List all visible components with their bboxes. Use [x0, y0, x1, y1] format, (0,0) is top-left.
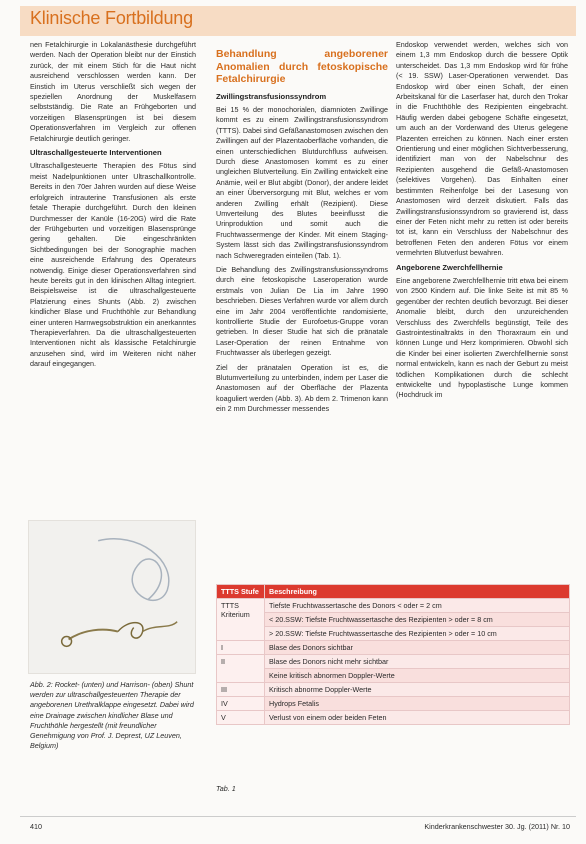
table-cell-desc: Verlust von einem oder beiden Feten — [265, 711, 570, 725]
figure-caption: Abb. 2: Rocket- (unten) und Harrison- (oben) Shunt werden zur ultraschallgesteuerten Therapie der angeborenen Urethralklappe eingesetzt. Dabei wird eine Drainage zwischen kindlicher Blase und Fruchthöhle hergestellt (mit freundlicher Genehmigung von Prof. J. Deprest, UZ Leuven, Belgium) — [30, 680, 194, 751]
journal-reference: Kinderkrankenschwester 30. Jg. (2011) Nr. 10 — [424, 822, 570, 831]
paragraph: Bei 15 % der monochorialen, diamnioten Zwillinge kommt es zu einem Zwillingstransfusionssyndrom (TTTS). Dabei sind Gefäßanastomosen zwischen den Zwillingen auf der Plazentaoberfläche vorhanden, die einen unterschiedlichen Blutdurchfluss aufweisen. Durch diese Anastomosen kommt es zu einer ungleichen Blutverteilung. Ein Zwilling entwickelt eine Anämie, weil er Blut abgibt (Donor), der andere leidet an einer Überversorgung mit Blut, welches er vom anderen Zwilling erhält (Rezipient). Diese Umverteilung des Blutes beeinflusst die Urinproduktion und somit auch die Fruchtwassermenge der Kinder. Mit einem Staging-System lässt sich das Zwillingstransfusionssyndrom nach Schweregraden einteilen (Tab. 1). — [216, 104, 388, 260]
paragraph: Endoskop verwendet werden, welches sich von einem 1,3 mm Endoskop durch die bessere Optik unterscheidet. Das 1,3 mm Endoskop wird für frühe (< 19. SSW) Laser-Operationen verwendet. Das Endoskop wird über einen Schaft, der einen Arbeitskanal für die Laserfaser hat, durch den Trokar in die Fruchthöhle des Rezipienten eingebracht. Häufig werden dabei gebogene Schäfte eingesetzt, um auch an der Vorderwand des Uterus gelegene Plazenten erreichen zu können. Nach einer ersten Orientierung und einer möglichen Sichtverbesserung, identifiziert man von der Nabelschnur des Rezipienten ausgehend die Gefäß-Anastomosen (selektives Vorgehen). Das Einhalten einer bestimmten Reihenfolge bei der Lasesung von Anastomosen wird derzeit diskutiert. Falls das Zwillingstransfusionssyndrom so gravierend ist, dass einer der Feten nicht mehr zu retten ist oder bereits tot ist, kann ein Verschluss der Nabelschnur des betroffenen Feten den anderen Fötus vor einem vermehrten Blutverlust bewahren. — [396, 40, 568, 258]
table-header: Beschreibung — [265, 585, 570, 599]
table-row — [217, 697, 570, 711]
table-cell-desc: Hydrops Fetalis — [265, 697, 570, 711]
table-label: Tab. 1 — [216, 784, 236, 793]
column-2 — [216, 40, 388, 419]
table-cell-stage: TTTS Kriterium — [217, 599, 265, 641]
table-row — [217, 711, 570, 725]
table-row — [217, 627, 570, 641]
footer-divider — [20, 816, 576, 817]
table-row — [217, 613, 570, 627]
table-row — [217, 599, 570, 613]
table-cell-stage: II — [217, 655, 265, 683]
shunt-illustration — [29, 521, 195, 673]
ttts-stage-table — [216, 584, 570, 725]
page-title: Klinische Fortbildung — [30, 8, 193, 28]
table-row — [217, 683, 570, 697]
table-header: TTTS Stufe — [217, 585, 265, 599]
table-row — [217, 669, 570, 683]
table-cell-stage: I — [217, 641, 265, 655]
page-number: 410 — [30, 822, 42, 831]
paragraph: Die Behandlung des Zwillingstransfusionssyndroms durch eine fetoskopische Laseroperation wurde erstmals von Julian De Lia im Jahre 1990 beschrieben. Dieses Verfahren wurde vor allem durch eine im Jahr 2004 veröffentlichte randomisierte, kontrollierte Studie der Eurofoetus-Gruppe voran getrieben. In dieser Studie hat sich die pränatale Laser-Operation der reinen Entnahme von Fruchtwasser als überlegen gezeigt. — [216, 265, 388, 358]
shunt-photo — [28, 520, 196, 674]
table-cell-desc: Kritisch abnorme Doppler-Werte — [265, 683, 570, 697]
paragraph: Ultraschallgesteuerte Therapien des Fötus sind meist Nadelpunktionen unter Ultraschallkontrolle. Bereits in den 70er Jahren wurden auf diese Weise erfolgreich intrauterine Transfusionen als erste fetale Therapie durchgeführt. Durch den kleinen Durchmesser der Kanüle (16-20G) wird die Rate der Frühgeburten und vorzeitigen Blasensprünge gering gehalten. Die eingeschränkten Sichtbedingungen bei der Sonographie machen eine ausreichende Erfahrung des Operateurs notwendig. Einige dieser Operationsverfahren sind heute bereits gut in den klinischen Alltag integriert. Beispielsweise ist die ultraschallgesteuerte Platzierung eines Shunts (Abb. 2) zwischen kindlicher Blase und Fruchthöhle zur Behandlung einer unteren Harnwegsobstruktion ein anerkanntes Therapieverfahren. Da die ultraschallgesteuerten Interventionen nicht als klassische Fetalchirurgie anzusehen sind, wird im Weiteren nicht näher darauf eingegangen. — [30, 161, 196, 369]
table-cell-stage: III — [217, 683, 265, 697]
table-cell-desc: Blase des Donors nicht mehr sichtbar — [265, 655, 570, 669]
table-cell-desc: Tiefste Fruchtwassertasche des Donors < oder = 2 cm — [265, 599, 570, 613]
subheading: Ultraschallgesteuerte Interventionen — [30, 148, 162, 158]
column-3 — [396, 40, 568, 405]
section-title: Behandlung angeborener Anomalien durch fetoskopische Fetalchirurgie — [216, 48, 388, 85]
table-cell-desc: < 20.SSW: Tiefste Fruchtwassertasche des Rezipienten > oder = 8 cm — [265, 613, 570, 627]
paragraph: Ziel der pränatalen Operation ist es, die Blutumverteilung zu unterbinden, indem per Laser die Anastomosen auf der Oberfläche der Plazenta koaguliert werden (Abb. 3). Ab dem 2. Trimenon kann ein 2 mm Durchmesser messendes — [216, 362, 388, 414]
table-cell-desc: Keine kritisch abnormen Doppler-Werte — [265, 669, 570, 683]
column-1 — [30, 40, 196, 374]
subheading: Zwillingstransfusionssyndrom — [216, 91, 327, 101]
table-row — [217, 655, 570, 669]
paragraph: Eine angeborene Zwerchfellhernie tritt etwa bei einem von 2500 Kindern auf. Die linke Seite ist mit 85 % gegenüber der rechten deutlich bevorzugt. Bei dieser Anomalie bleibt, durch den unzureichenden Verschluss des Zwerchfells begünstigt, Teile des Gastrointestinaltrakts in den Thoraxraum ein und können Lunge und Herz komprimieren. Obwohl sich die Kinder bei einer isolierten Zwerchfellhernie sonst normal entwickeln, kann es nach der Geburt zu meist tödlichen Komplikationen durch die schlecht entwickelte und hypoplastische Lunge kommen (Hochdruck im — [396, 275, 568, 400]
table-cell-stage: IV — [217, 697, 265, 711]
subheading: Angeborene Zwerchfellhernie — [396, 262, 503, 272]
table-cell-desc: Blase des Donors sichtbar — [265, 641, 570, 655]
table-row — [217, 641, 570, 655]
paragraph: nen Fetalchirurgie in Lokalanästhesie durchgeführt werden. Nach der Operation bleibt nur der Einstich zurück, der mit einem Stich für die Haut nicht ausreichend verschlossen werden kann. Der Einstich im Uterus verschließt sich wegen der speziellen Anordnung der Muskelfasern selbstständig. Die Rate an Frühgeborten und vorzeitigen Blasensprüngen ist bei diesem Operationsverfahren im Vergleich zur offenen Fetalchirurgie deutlich geringer. — [30, 40, 196, 143]
table-cell-desc: > 20.SSW: Tiefste Fruchtwassertasche des Rezipienten > oder = 10 cm — [265, 627, 570, 641]
table-cell-stage: V — [217, 711, 265, 725]
